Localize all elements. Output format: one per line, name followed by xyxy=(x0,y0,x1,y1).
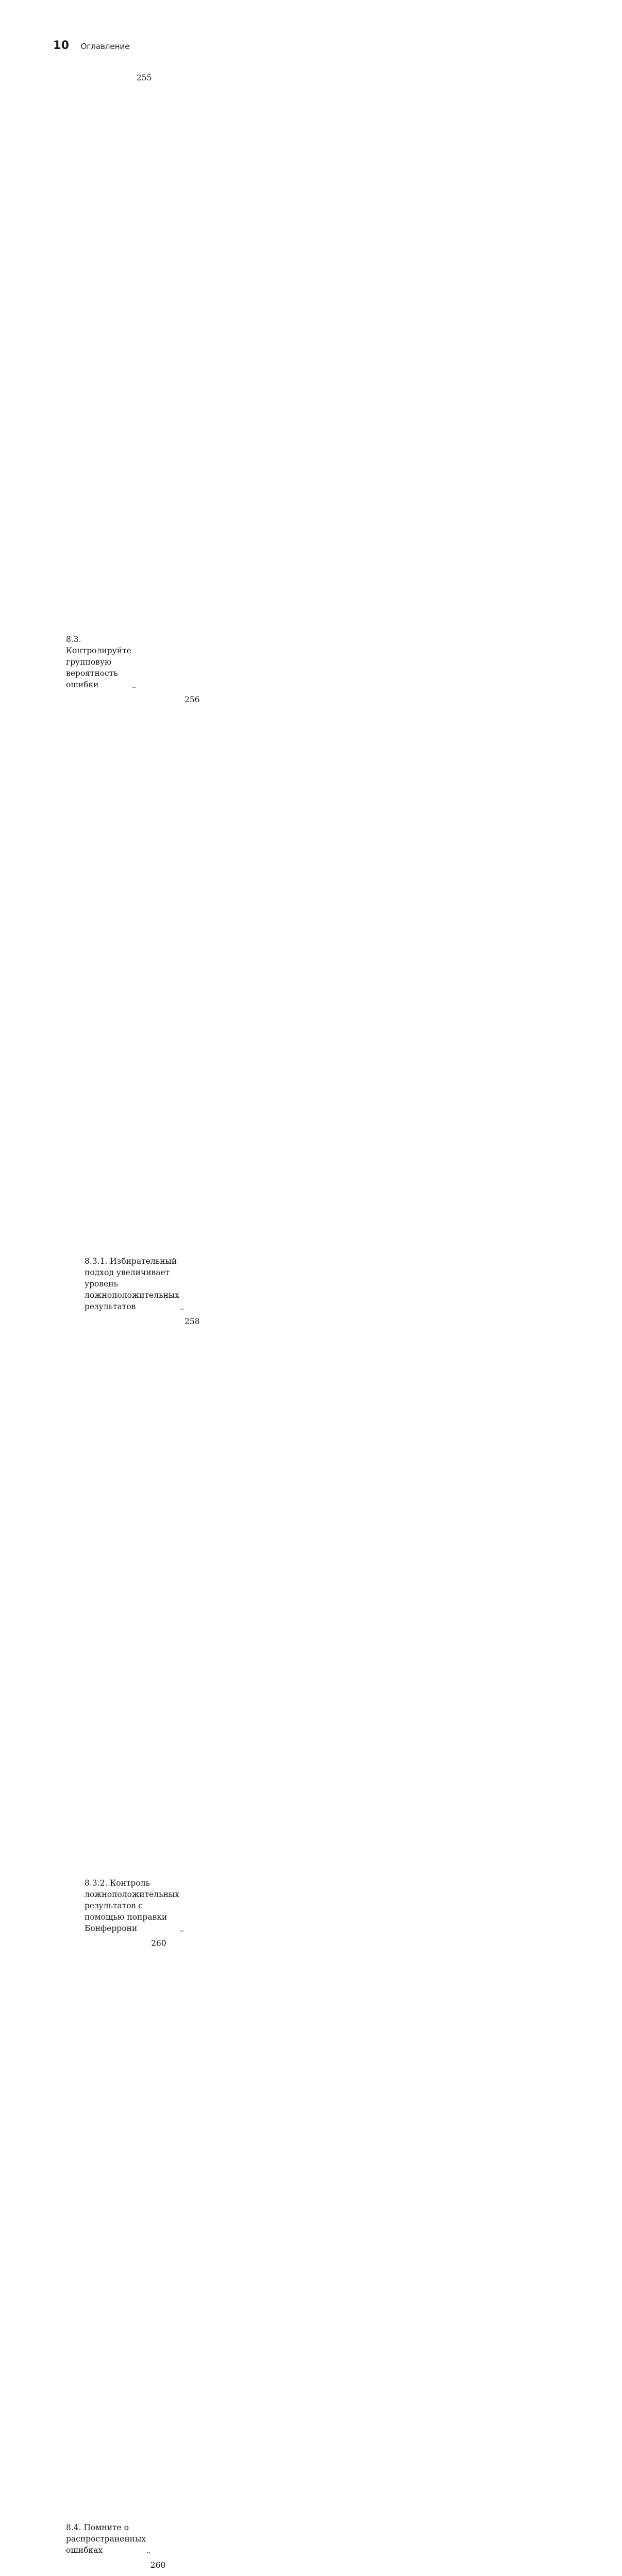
dot-leader xyxy=(132,687,136,688)
toc-entry-title: 8.3. Контролируйте групповую вероятность ошибки xyxy=(66,635,131,689)
toc-entry-8-3-2[interactable] xyxy=(53,1316,385,1934)
toc-entry-8-3[interactable] xyxy=(53,72,385,690)
toc-entry-8-4-1[interactable] xyxy=(53,2560,385,2576)
toc-entry-8-4[interactable] xyxy=(53,1938,385,2556)
toc-entry-page: 260 xyxy=(151,1939,166,1948)
toc-entry-page: 255 xyxy=(136,73,152,82)
toc-entry-page: 260 xyxy=(150,2561,166,2570)
section-title: Оглавление xyxy=(80,42,130,51)
toc-entry-page: 258 xyxy=(184,1317,200,1326)
toc-entry-title: 8.4. Помните о распространенных ошибках xyxy=(66,2523,146,2555)
page-number: 10 xyxy=(53,39,70,52)
dot-leader xyxy=(180,1309,183,1310)
toc-entry-title: 8.3.1. Избирательный подход увеличивает уровень ложноположительных результатов xyxy=(85,1257,179,1311)
toc-entry-title: 8.3.2. Контроль ложноположительных результатов с помощью поправки Бонферрони xyxy=(85,1878,179,1933)
toc-entry-8-3-1[interactable] xyxy=(53,694,385,1312)
dot-leader xyxy=(147,2552,150,2553)
table-of-contents xyxy=(53,72,385,2576)
toc-entry-page: 256 xyxy=(184,695,200,704)
dot-leader xyxy=(180,1930,183,1931)
running-head xyxy=(53,39,130,52)
